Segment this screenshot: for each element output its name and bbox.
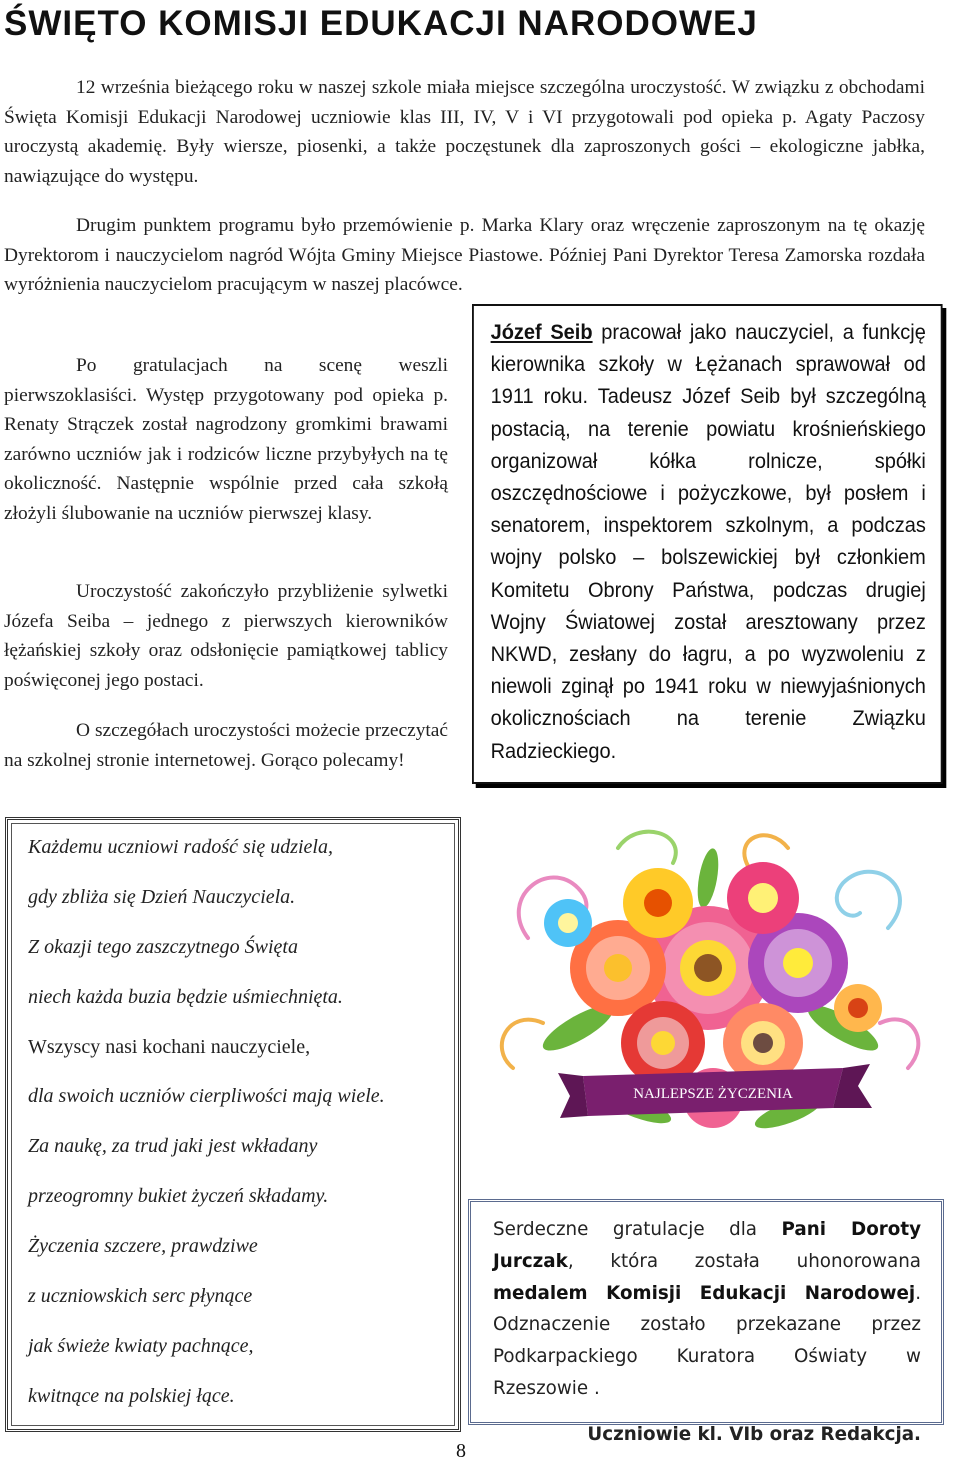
congrats-text: , która została uhonorowana bbox=[567, 1250, 921, 1272]
congrats-signature: Uczniowie kl. VIb oraz Redakcja. bbox=[587, 1423, 921, 1445]
poem-line: kwitnące na polskiej łące. bbox=[28, 1384, 235, 1407]
medal-name: medalem Komisji Edukacji Narodowej bbox=[493, 1282, 916, 1304]
biography-name: Józef Seib bbox=[490, 320, 593, 344]
poem-line: Za naukę, za trud jaki jest wkładany bbox=[28, 1135, 318, 1158]
article-paragraph-4: Uroczystość zakończyło przybliżenie sylwetki Józefa Seiba – jednego z pierwszych kierowników łężańskiej szkoły oraz odsłonięcie pamiątkowej tablicy poświęconej jego postaci. bbox=[4, 581, 448, 691]
biography-text: pracował jako nauczyciel, a funkcję kierownika szkoły w Łężanach sprawował od 1911 roku. Tadeusz Józef Seib był szczególną postacią, na terenie powiatu krośnieńskiego organizował kółka rolnicze, spółki oszczędnościowe i pożyczkowe, był posłem i senatorem, inspektorem szkolnym, a podczas wojny polsko – bolszewickiej był członkiem Komitetu Obrony Państwa, podczas drugiej Wojny Światowej został aresztowany przez NKWD, zesłany do łagru, a po wyzwoleniu z niewoli zginął po 1941 roku w niewyjaśnionych okolicznościach na terenie Związku Radzieckiego. bbox=[490, 320, 926, 763]
poem-line: Życzenia szczere, prawdziwe bbox=[28, 1235, 258, 1258]
ribbon-text: NAJLEPSZE ŻYCZENIA bbox=[633, 1086, 793, 1102]
paragraph-2-tail: rozdała wyróżnienia nauczycielom pracującym w naszej placówce. bbox=[4, 244, 925, 296]
poem-line: niech każda buzia będzie uśmiechnięta. bbox=[28, 985, 343, 1008]
honoree-name: Pani Doroty Jurczak bbox=[493, 1219, 921, 1272]
congrats-text: Serdeczne gratulacje dla bbox=[493, 1219, 782, 1240]
article-paragraph-5: O szczegółach uroczystości możecie przeczytać na szkolnej stronie internetowej. Gorąco polecamy! bbox=[4, 720, 448, 771]
paragraph-2-head: Drugim punktem programu było przemówienie p. Marka Klary oraz wręczenie zaproszonym na tę okazję Dyrektorom i nauczycielom nagród Wójta Gminy Miejsce Piastowe. Później Pani Dyrektor Teresa Zamorska bbox=[4, 215, 925, 266]
poem-line: z uczniowskich serc płynące bbox=[28, 1285, 253, 1308]
poem-line: Każdemu uczniowi radość się udziela, bbox=[28, 836, 333, 858]
page-title: ŚWIĘTO KOMISJI EDUKACJI NARODOWEJ bbox=[4, 4, 758, 43]
poem-line: gdy zbliża się Dzień Nauczyciela. bbox=[28, 885, 296, 908]
article-paragraph-3: Po gratulacjach na scenę weszli pierwszoklasiści. Występ przygotowany pod opieka p. Renaty Strączek został nagrodzony gromkimi brawami zarówno uczniów jak i rodziców liczne przybyłych na tę okoliczność. Następnie wspólnie przed cała szkołą złożyli ślubowanie na uczniów pierwszej klasy. bbox=[4, 355, 448, 524]
biography-box bbox=[472, 304, 943, 784]
flower-bouquet-image bbox=[488, 818, 931, 1198]
poem-line: Wszyscy nasi kochani nauczyciele, bbox=[28, 1035, 311, 1058]
article-paragraph-2 bbox=[4, 211, 925, 300]
poem-line: przeogromny bukiet życzeń składamy. bbox=[28, 1185, 329, 1208]
poem-line: jak świeże kwiaty pachnące, bbox=[28, 1334, 254, 1357]
congrats-text: . Odznaczenie zostało przekazane przez Podkarpackiego Kuratora Oświaty w Rzeszowie . bbox=[493, 1282, 921, 1399]
article-paragraph-1: 12 września bieżącego roku w naszej szkole miała miejsce szczególna uroczystość. W związku z obchodami Święta Komisji Edukacji Narodowej uczniowie klas III, IV, V i VI przygotowali pod opieka p. Agaty Paczosy uroczystą akademię. Były wiersze, piosenki, a także poczęstunek dla zaproszonych gości – ekologiczne jabłka, nawiązujące do występu. bbox=[4, 77, 925, 187]
poem-line: Z okazji tego zaszczytnego Święta bbox=[28, 935, 298, 958]
page-number: 8 bbox=[456, 1440, 466, 1462]
poem-box bbox=[5, 817, 461, 1432]
congratulations-box bbox=[468, 1199, 944, 1445]
poem-line: dla swoich uczniów cierpliwości mają wiele. bbox=[28, 1085, 385, 1108]
